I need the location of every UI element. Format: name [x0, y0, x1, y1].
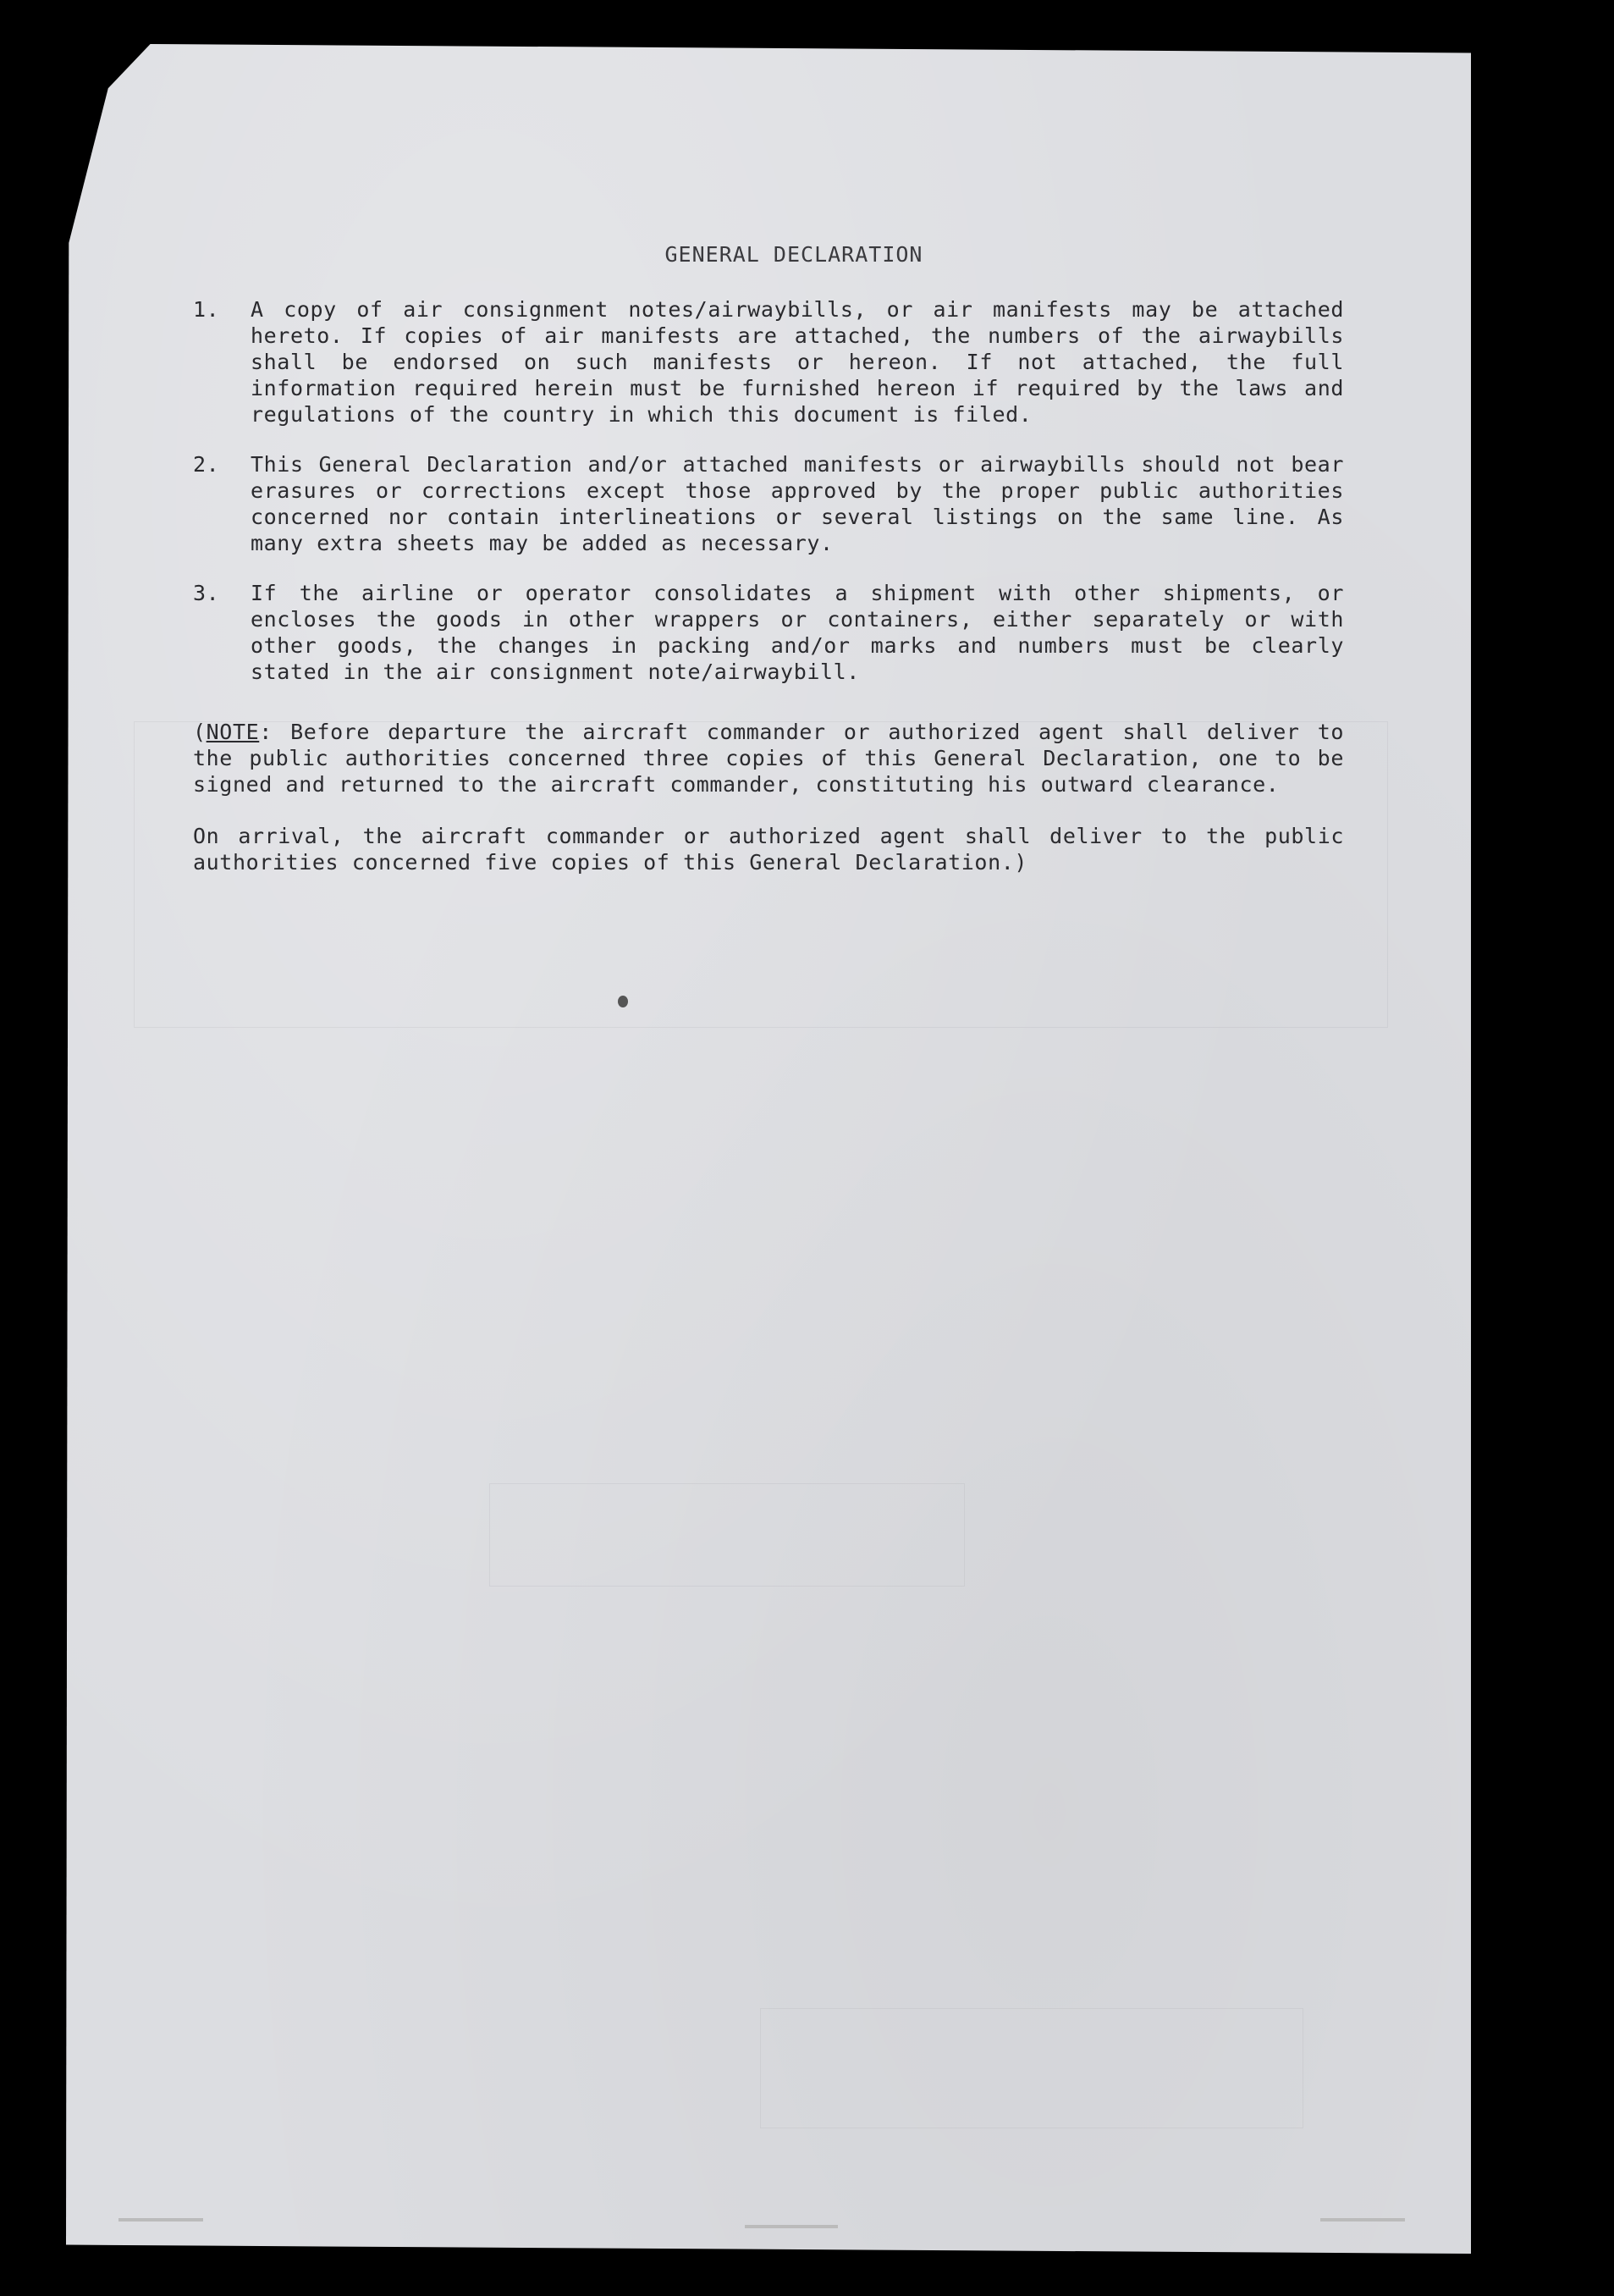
item-text: If the airline or operator consolidates a shipment with other shipments, or encloses the goods in other wrappers or containers, either separately or with other goods, the changes in packing and/or marks and numbers must be clearly stated in the air consignment note/airwaybill. [251, 581, 1344, 684]
bleed-through-box [489, 1483, 965, 1587]
ink-spot [618, 996, 628, 1007]
note-label: NOTE [206, 720, 260, 744]
note-open-paren: ( [193, 720, 207, 744]
item-text: This General Declaration and/or attached manifests or airwaybills should not bear erasures or corrections except those approved by the proper public authorities concerned nor contain interlineations or several listings on the same line. As many extra sheets may be added as necessary. [251, 452, 1344, 555]
item-number: 1. [193, 297, 220, 322]
instruction-item [193, 580, 1344, 685]
scan-mark [1320, 2218, 1405, 2221]
bleed-through-box [760, 2008, 1303, 2128]
item-number: 3. [193, 581, 220, 605]
scan-mark [745, 2225, 838, 2228]
declaration-body [193, 241, 1344, 875]
note-paragraph [193, 719, 1344, 798]
document-title: GENERAL DECLARATION [664, 242, 923, 267]
instruction-item [193, 451, 1344, 556]
instruction-item [193, 296, 1344, 428]
note-colon: : [259, 720, 273, 744]
item-text: A copy of air consignment notes/airwaybills, or air manifests may be attached hereto. If copies of air manifests are attached, the numbers of the airwaybills shall be endorsed on such manifests or hereon. If not attached, the full information required herein must be furnished hereon if required by the laws and regulations of the country in which this document is filed. [251, 297, 1344, 427]
note-text: Before departure the aircraft commander or authorized agent shall deliver to the public authorities concerned three copies of this General Declaration, one to be signed and returned to the aircraft commander, constituting his outward clearance. [193, 720, 1344, 797]
scan-mark [118, 2218, 203, 2221]
item-number: 2. [193, 452, 220, 477]
arrival-paragraph: On arrival, the aircraft commander or authorized agent shall deliver to the public authorities concerned five copies of this General Declaration.) [193, 824, 1344, 875]
